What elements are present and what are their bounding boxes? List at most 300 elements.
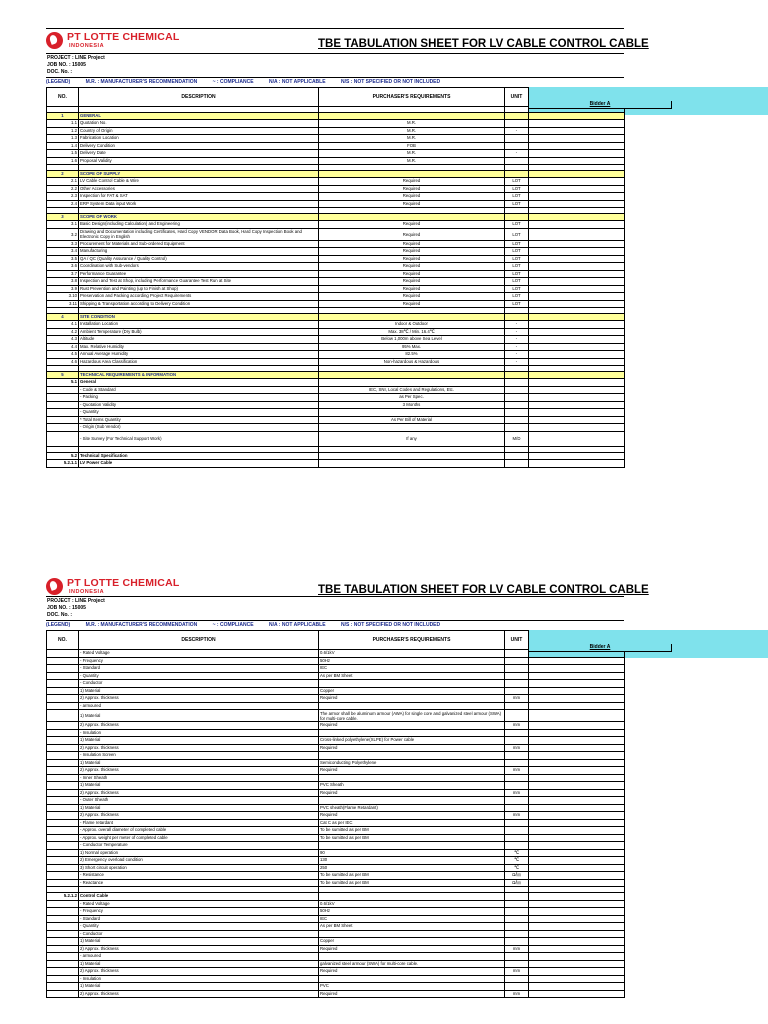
row-unit: - xyxy=(505,336,529,344)
row-number xyxy=(47,923,79,931)
table-row xyxy=(47,687,625,695)
row-unit: LOT xyxy=(505,221,529,229)
job-number: JOB NO. : 15005 xyxy=(47,605,86,611)
row-description: 1) Material xyxy=(79,782,319,790)
row-number xyxy=(47,650,79,658)
table-row xyxy=(47,975,625,983)
row-requirement: IEC xyxy=(319,915,505,923)
row-number xyxy=(47,834,79,842)
table-row xyxy=(47,409,625,417)
row-number: 1.3 xyxy=(47,135,79,143)
row-bidder-value xyxy=(529,416,625,424)
row-description: - Approx. overall diameter of completed cable xyxy=(79,827,319,835)
row-number: 4.4 xyxy=(47,343,79,351)
row-bidder-value xyxy=(529,228,625,240)
row-bidder-value xyxy=(529,759,625,767)
row-number xyxy=(47,702,79,710)
row-requirement: M.R. xyxy=(319,120,505,128)
table-row xyxy=(47,872,625,880)
row-requirement: 82.5% xyxy=(319,351,505,359)
row-unit: - xyxy=(505,150,529,158)
row-number: 2.4 xyxy=(47,200,79,208)
row-bidder-value xyxy=(529,827,625,835)
tabulation-table xyxy=(46,87,625,468)
legend-compliance: ~ : COMPLIANCE xyxy=(212,622,254,628)
table-row xyxy=(47,221,625,229)
row-description: 1) Material xyxy=(79,938,319,946)
row-number xyxy=(47,990,79,998)
row-unit xyxy=(505,774,529,782)
row-requirement: Below 1,000m above Sea Level xyxy=(319,336,505,344)
row-description: Preservation and Packing according Project Requirements xyxy=(79,293,319,301)
row-number xyxy=(47,394,79,402)
table-row xyxy=(47,657,625,665)
row-requirement: Required xyxy=(319,300,505,308)
row-number: 3.8 xyxy=(47,278,79,286)
table-row xyxy=(47,343,625,351)
row-description: - Frequency xyxy=(79,657,319,665)
row-unit: mm xyxy=(505,945,529,953)
row-description: - Inner Sheath xyxy=(79,774,319,782)
row-number: 1.1 xyxy=(47,120,79,128)
row-bidder-value xyxy=(529,336,625,344)
legend-mr: M.R. : MANUFACTURER'S RECOMMENDATION xyxy=(85,79,198,85)
row-bidder-value xyxy=(529,452,625,460)
row-bidder-value xyxy=(529,789,625,797)
row-unit: LOT xyxy=(505,300,529,308)
row-bidder-value xyxy=(529,150,625,158)
row-number xyxy=(47,960,79,968)
row-description: - Insulation Screen xyxy=(79,752,319,760)
row-requirement: As per BM Sheet xyxy=(319,672,505,680)
legend-label: (LEGEND) xyxy=(46,622,71,628)
table-row xyxy=(47,864,625,872)
row-bidder-value xyxy=(529,321,625,329)
row-requirement: M.R. xyxy=(319,157,505,165)
row-bidder-value xyxy=(529,178,625,186)
table-row xyxy=(47,953,625,961)
row-bidder-value xyxy=(529,328,625,336)
table-row xyxy=(47,797,625,805)
table-row xyxy=(47,695,625,703)
row-number xyxy=(47,968,79,976)
table-row xyxy=(47,293,625,301)
table-row xyxy=(47,431,625,446)
table-row xyxy=(47,938,625,946)
header-no: NO. xyxy=(47,631,79,650)
row-requirement: M.R. xyxy=(319,150,505,158)
row-description: LV Cable Control Cable & Wire xyxy=(79,178,319,186)
row-unit: mm xyxy=(505,695,529,703)
table-row xyxy=(47,879,625,887)
row-bidder-value xyxy=(529,460,625,468)
row-unit xyxy=(505,416,529,424)
row-number xyxy=(47,915,79,923)
row-number: 3.1 xyxy=(47,221,79,229)
row-requirement: To be sumitted as per BM xyxy=(319,834,505,842)
row-description: Control Cable xyxy=(79,893,319,901)
row-bidder-value xyxy=(529,710,625,722)
legend-na: N/A : NOT APPLICABLE xyxy=(268,79,326,85)
row-unit xyxy=(505,386,529,394)
row-bidder-value xyxy=(529,737,625,745)
header-description: DESCRIPTION xyxy=(79,88,319,107)
row-requirement xyxy=(319,379,505,387)
row-number xyxy=(47,416,79,424)
lotte-logo-icon xyxy=(46,578,63,595)
row-description: Inspection and Test at Shop, including Performance Guarantee Test Run at Site xyxy=(79,278,319,286)
row-number: 1.2 xyxy=(47,127,79,135)
sheet-title: TBE TABULATION SHEET FOR LV CABLE CONTROL CABLE xyxy=(318,584,649,596)
row-bidder-value xyxy=(529,409,625,417)
row-requirement: Indoor & Outdoor xyxy=(319,321,505,329)
row-description: 1) Material xyxy=(79,759,319,767)
row-number xyxy=(47,737,79,745)
tabulation-table xyxy=(46,630,625,998)
table-row xyxy=(47,248,625,256)
row-description: LV Power Cable xyxy=(79,460,319,468)
row-number xyxy=(47,975,79,983)
table-row xyxy=(47,200,625,208)
table-row xyxy=(47,789,625,797)
table-row xyxy=(47,722,625,730)
row-unit: mm xyxy=(505,990,529,998)
company-country: INDONESIA xyxy=(69,43,105,49)
row-requirement: As per BM Sheet xyxy=(319,923,505,931)
row-unit: LOT xyxy=(505,228,529,240)
project-line: PROJECT : LINE Project xyxy=(47,598,105,604)
row-unit xyxy=(505,819,529,827)
row-requirement: 90 xyxy=(319,849,505,857)
doc-number: DOC. No. : xyxy=(47,612,72,618)
row-description: - Conductor Temperature xyxy=(79,842,319,850)
row-unit xyxy=(505,135,529,143)
row-unit: - xyxy=(505,328,529,336)
row-unit xyxy=(505,657,529,665)
section-row xyxy=(47,113,625,120)
row-unit: LOT xyxy=(505,185,529,193)
row-number xyxy=(47,752,79,760)
row-unit xyxy=(505,938,529,946)
row-requirement: Required xyxy=(319,270,505,278)
row-bidder-value xyxy=(529,193,625,201)
row-requirement xyxy=(319,113,505,120)
row-bidder-value xyxy=(529,300,625,308)
row-requirement: 95% Max. xyxy=(319,343,505,351)
row-number xyxy=(47,431,79,446)
table-row xyxy=(47,990,625,998)
row-description: 1) Material xyxy=(79,983,319,991)
row-requirement: Required xyxy=(319,193,505,201)
table-row xyxy=(47,328,625,336)
company-country: INDONESIA xyxy=(69,589,105,595)
table-row xyxy=(47,812,625,820)
row-bidder-value xyxy=(529,990,625,998)
table-row xyxy=(47,930,625,938)
row-number: 1.4 xyxy=(47,142,79,150)
row-requirement: To be sumitted as per BM xyxy=(319,872,505,880)
row-requirement: PVC xyxy=(319,983,505,991)
row-requirement: Copper xyxy=(319,687,505,695)
company-name: PT LOTTE CHEMICAL xyxy=(67,31,180,43)
row-unit xyxy=(505,842,529,850)
table-row xyxy=(47,968,625,976)
row-number xyxy=(47,657,79,665)
row-bidder-value xyxy=(529,767,625,775)
row-unit xyxy=(505,737,529,745)
table-row xyxy=(47,255,625,263)
row-unit xyxy=(505,120,529,128)
row-description: - Site Survey (For Technical Support Work) xyxy=(79,431,319,446)
table-row xyxy=(47,228,625,240)
table-row xyxy=(47,401,625,409)
row-description: GENERAL xyxy=(79,113,319,120)
row-number: 4 xyxy=(47,314,79,321)
row-bidder-value xyxy=(529,255,625,263)
row-bidder-value xyxy=(529,127,625,135)
row-unit xyxy=(505,797,529,805)
row-requirement: Non-hazardous & Hazardous xyxy=(319,358,505,366)
row-number xyxy=(47,945,79,953)
row-description: - Approx. weight per meter of completed cable xyxy=(79,834,319,842)
row-unit xyxy=(505,759,529,767)
row-bidder-value xyxy=(529,278,625,286)
row-number xyxy=(47,409,79,417)
row-description: 2) Approx. thickness xyxy=(79,744,319,752)
row-requirement: IEC, SNI, Local Codes and Regulations, Etc. xyxy=(319,386,505,394)
table-row xyxy=(47,782,625,790)
row-number: 4.5 xyxy=(47,351,79,359)
row-description: - Flame retardant xyxy=(79,819,319,827)
table-row xyxy=(47,285,625,293)
row-requirement: Required xyxy=(319,248,505,256)
table-row xyxy=(47,278,625,286)
row-number: 5 xyxy=(47,372,79,379)
row-unit xyxy=(505,834,529,842)
table-row xyxy=(47,945,625,953)
row-unit xyxy=(505,372,529,379)
section-row xyxy=(47,171,625,178)
row-description: - Reactance xyxy=(79,879,319,887)
header-unit: UNIT xyxy=(505,88,529,107)
row-bidder-value xyxy=(529,672,625,680)
row-unit xyxy=(505,953,529,961)
row-bidder-value xyxy=(529,804,625,812)
row-description: - Standard xyxy=(79,915,319,923)
row-requirement: galvanized steel armour (SWA) for multi-core cable. xyxy=(319,960,505,968)
table-row xyxy=(47,702,625,710)
row-unit xyxy=(505,729,529,737)
sheet-page-1 xyxy=(46,30,768,510)
row-requirement: To be sumitted as per BM xyxy=(319,827,505,835)
row-description: 1) Material xyxy=(79,737,319,745)
row-unit: ℃ xyxy=(505,857,529,865)
row-number xyxy=(47,900,79,908)
row-number xyxy=(47,857,79,865)
row-description: Delivery Condition xyxy=(79,142,319,150)
row-number: 4.3 xyxy=(47,336,79,344)
row-bidder-value xyxy=(529,908,625,916)
row-bidder-value xyxy=(529,293,625,301)
row-bidder-value xyxy=(529,744,625,752)
legend xyxy=(46,79,454,85)
header-rule xyxy=(46,596,624,597)
row-description: Procurement for Materials and Sub-ordered Equipment xyxy=(79,240,319,248)
row-description: QA / QC (Quality Assurance / Quality Control) xyxy=(79,255,319,263)
row-bidder-value xyxy=(529,975,625,983)
row-bidder-value xyxy=(529,657,625,665)
table-row xyxy=(47,270,625,278)
row-unit xyxy=(505,710,529,722)
row-bidder-value xyxy=(529,372,625,379)
row-description: Installation Location xyxy=(79,321,319,329)
row-bidder-value xyxy=(529,314,625,321)
row-number: 4.2 xyxy=(47,328,79,336)
header-unit: UNIT xyxy=(505,631,529,650)
row-description: 1) Material xyxy=(79,710,319,722)
row-requirement xyxy=(319,452,505,460)
row-description: Hazardous Area Classification xyxy=(79,358,319,366)
row-unit: Ω/㎞ xyxy=(505,879,529,887)
row-requirement: Required xyxy=(319,812,505,820)
row-requirement: As Per Bill of Material xyxy=(319,416,505,424)
row-number xyxy=(47,782,79,790)
row-bidder-value xyxy=(529,812,625,820)
row-requirement: Required xyxy=(319,200,505,208)
row-number: 1 xyxy=(47,113,79,120)
table-row xyxy=(47,767,625,775)
row-description: Technical Specification xyxy=(79,452,319,460)
row-requirement xyxy=(319,774,505,782)
row-description: Manufacturing xyxy=(79,248,319,256)
row-unit: Ω/㎞ xyxy=(505,872,529,880)
row-description: - Standard xyxy=(79,665,319,673)
row-number xyxy=(47,797,79,805)
row-number: 3.2 xyxy=(47,228,79,240)
row-requirement: 0.6/1kV xyxy=(319,900,505,908)
table-row xyxy=(47,774,625,782)
row-requirement: FOB xyxy=(319,142,505,150)
row-requirement: as Per Spec. xyxy=(319,394,505,402)
row-description: Drawing and Documentation including Certificates, Hard Copy VENDOR Data Book, Hard Copy Inspection Book and Electronic Copy in English xyxy=(79,228,319,240)
row-bidder-value xyxy=(529,834,625,842)
row-description: Country of Origin xyxy=(79,127,319,135)
row-bidder-value xyxy=(529,351,625,359)
row-description: - Conductor xyxy=(79,680,319,688)
section-row xyxy=(47,372,625,379)
row-bidder-value xyxy=(529,782,625,790)
row-number xyxy=(47,953,79,961)
table-row xyxy=(47,142,625,150)
row-number xyxy=(47,879,79,887)
row-number xyxy=(47,819,79,827)
row-number xyxy=(47,710,79,722)
row-bidder-value xyxy=(529,702,625,710)
row-unit xyxy=(505,424,529,432)
row-unit xyxy=(505,975,529,983)
row-unit: - xyxy=(505,343,529,351)
table-row xyxy=(47,710,625,722)
table-row xyxy=(47,394,625,402)
row-requirement xyxy=(319,893,505,901)
row-bidder-value xyxy=(529,722,625,730)
row-description: - Code & Standard xyxy=(79,386,319,394)
row-bidder-value xyxy=(529,386,625,394)
row-description: Annual Average Humidity xyxy=(79,351,319,359)
row-requirement: Required xyxy=(319,255,505,263)
row-number: 3.7 xyxy=(47,270,79,278)
row-number: 3.6 xyxy=(47,263,79,271)
header-requirements: PURCHASER'S REQUIREMENTS xyxy=(319,88,505,107)
row-bidder-value xyxy=(529,379,625,387)
row-bidder-value xyxy=(529,401,625,409)
row-number: 2 xyxy=(47,171,79,178)
row-requirement: M.R. xyxy=(319,127,505,135)
row-bidder-value xyxy=(529,695,625,703)
row-bidder-value xyxy=(529,879,625,887)
row-unit: - xyxy=(505,351,529,359)
row-number xyxy=(47,695,79,703)
row-description: SITE CONDITION xyxy=(79,314,319,321)
row-number: 3.5 xyxy=(47,255,79,263)
row-requirement: The armor shall be aluminum armour (AWA) for single core and galvanized steel armour (SWA) for multi-core cable. xyxy=(319,710,505,722)
row-number xyxy=(47,849,79,857)
table-row xyxy=(47,908,625,916)
table-row xyxy=(47,834,625,842)
row-requirement: IEC xyxy=(319,665,505,673)
table-row xyxy=(47,737,625,745)
table-row xyxy=(47,185,625,193)
row-bidder-value xyxy=(529,900,625,908)
row-description: Proposal Validity xyxy=(79,157,319,165)
row-unit: mm xyxy=(505,722,529,730)
table-row xyxy=(47,665,625,673)
row-number xyxy=(47,722,79,730)
row-description: Quotation No. xyxy=(79,120,319,128)
row-requirement: Required xyxy=(319,789,505,797)
row-unit xyxy=(505,157,529,165)
row-bidder-value xyxy=(529,248,625,256)
row-requirement xyxy=(319,975,505,983)
row-requirement xyxy=(319,702,505,710)
row-bidder-value xyxy=(529,221,625,229)
table-row xyxy=(47,729,625,737)
row-description: - Resistance xyxy=(79,872,319,880)
row-bidder-value xyxy=(529,915,625,923)
row-number: 4.1 xyxy=(47,321,79,329)
row-requirement: Required xyxy=(319,278,505,286)
row-unit xyxy=(505,142,529,150)
table-row xyxy=(47,351,625,359)
legend-ns: N/S : NOT SPECIFIED OR NOT INCLUDED xyxy=(340,79,441,85)
table-row xyxy=(47,424,625,432)
table-row xyxy=(47,416,625,424)
row-requirement: Cross-linked polyethylene(XLPE) for Power cable xyxy=(319,737,505,745)
row-number xyxy=(47,401,79,409)
table-row xyxy=(47,744,625,752)
row-number: 5.2.1.2 xyxy=(47,893,79,901)
row-description: - Quantity xyxy=(79,409,319,417)
row-requirement: 50Hz xyxy=(319,908,505,916)
table-row xyxy=(47,321,625,329)
row-number: 2.1 xyxy=(47,178,79,186)
row-requirement xyxy=(319,953,505,961)
row-number xyxy=(47,812,79,820)
header-rule xyxy=(46,53,624,54)
row-requirement: Copper xyxy=(319,938,505,946)
row-requirement: Required xyxy=(319,185,505,193)
row-unit: M/D xyxy=(505,431,529,446)
